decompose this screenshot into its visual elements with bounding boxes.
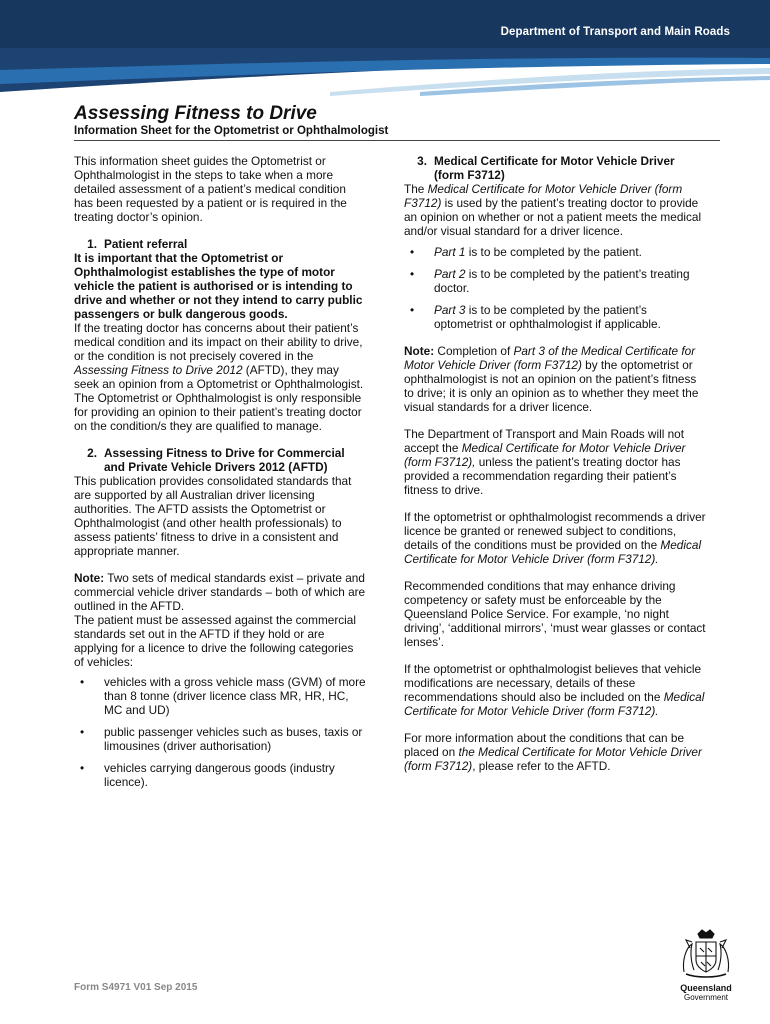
section-3-note: Note: Completion of Part 3 of the Medical Certificate for Motor Vehicle Driver (form F3712) by the optometrist or ophthalmologist is not an opinion on the patient’s fitness to drive; it is only an opinion as to whether they meet the visual standards for a driver licence. <box>404 344 699 414</box>
section-1-important-text: It is important that the Optometrist or Ophthalmologist establishes the type of motor vehicle the patient is authorised or is intending to drive and whether or not they intend to carry public passengers or bulk dangerous goods. <box>74 251 363 321</box>
section-1-heading: 1. Patient referral <box>87 237 188 251</box>
department-name: Department of Transport and Main Roads <box>500 26 730 38</box>
intro-paragraph: This information sheet guides the Optometrist or Ophthalmologist in the steps to take when a more detailed assessment of a patient’s medical condition has been requested by a patient or is required in the treating doctor’s opinion. <box>74 154 347 224</box>
government-logo-text: Government <box>683 993 729 1002</box>
list-item: • public passenger vehicles such as buses, taxis or limousines (driver authorisation) <box>80 725 363 753</box>
section-3-heading: 3. Medical Certificate for Motor Vehicle Driver (form F3712) <box>417 154 675 182</box>
page-subtitle: Information Sheet for the Optometrist or Ophthalmologist <box>74 125 389 137</box>
right-column <box>404 154 708 786</box>
form-code: Form S4971 V01 Sep 2015 <box>74 982 198 993</box>
list-item: • Part 3 is to be completed by the patient’s optometrist or ophthalmologist if applicable. <box>410 303 661 331</box>
section-2-heading: 2. Assessing Fitness to Drive for Commercial and Private Vehicle Drivers 2012 (AFTD) <box>87 446 345 474</box>
certificate-parts-list <box>404 245 708 331</box>
section-1-paragraph: If the treating doctor has concerns about their patient’s medical condition and its impact on their ability to drive, or the condition is not precisely covered in the Assessing Fitness to Drive 2012 (AFTD), they may seek an opinion from a Optometrist or Ophthalmologist. The Optometrist or Ophthalmologist is only responsible for providing an opinion to their patient’s treating doctor on the condition/s they are qualified to manage. <box>74 321 364 433</box>
left-column <box>74 154 366 802</box>
modifications-paragraph: If the optometrist or ophthalmologist believes that vehicle modifications are necessary, details of these recommendations should also be included on the Medical Certificate for Motor Vehicle Driver (form F3712). <box>404 662 705 718</box>
enforceable-conditions-paragraph: Recommended conditions that may enhance driving competency or safety must be enforceable by the Queensland Police Service. For example, ‘no night driving’, ‘additional mirrors’, ‘must wear glasses or contact lenses’. <box>404 579 706 649</box>
section-2-paragraph: This publication provides consolidated standards that are supported by all Australian driver licensing authorities. The AFTD assists the Optometrist or Ophthalmologist (and other health professionals) to assess patients’ fitness to drive in a consistent and appropriate manner. <box>74 474 352 558</box>
header-swoosh-graphic <box>0 0 770 110</box>
page-title: Assessing Fitness to Drive <box>74 103 317 124</box>
section-2-categories-intro: The patient must be assessed against the commercial standards set out in the AFTD if they hold or are applying for a licence to drive the following categories of vehicles: <box>74 613 356 669</box>
section-3-paragraph: The Medical Certificate for Motor Vehicle Driver (form F3712) is used by the patient’s treating doctor to provide an opinion on whether or not a patient meets the medical and/or visual standard for a driver licence. <box>404 182 702 238</box>
conditions-paragraph: If the optometrist or ophthalmologist recommends a driver licence be granted or renewed subject to conditions, details of the conditions must be provided on the Medical Certificate for Motor Vehicle Driver (form F3712). <box>404 510 706 566</box>
queensland-logo-text: Queensland <box>680 983 732 993</box>
list-item: • vehicles with a gross vehicle mass (GVM) of more than 8 tonne (driver licence class MR, HR, HC, MC and UD) <box>80 675 366 717</box>
list-item: • vehicles carrying dangerous goods (industry licence). <box>80 761 335 789</box>
list-item: • Part 2 is to be completed by the patient’s treating doctor. <box>410 267 690 295</box>
vehicle-categories-list <box>74 675 366 789</box>
more-information-paragraph: For more information about the conditions that can be placed on the Medical Certificate for Motor Vehicle Driver (form F3712), please refer to the AFTD. <box>404 731 702 773</box>
queensland-crest-icon <box>676 928 736 984</box>
title-divider <box>74 140 720 141</box>
acceptance-paragraph: The Department of Transport and Main Roads will not accept the Medical Certificate for Motor Vehicle Driver (form F3712), unless the patient’s treating doctor has provided a recommendation regarding their patient’s fitness to drive. <box>404 427 686 497</box>
list-item: • Part 1 is to be completed by the patient. <box>410 245 642 259</box>
header-banner <box>0 0 770 110</box>
section-2-note: Note: Two sets of medical standards exist – private and commercial vehicle driver standards – both of which are outlined in the AFTD. <box>74 571 366 613</box>
